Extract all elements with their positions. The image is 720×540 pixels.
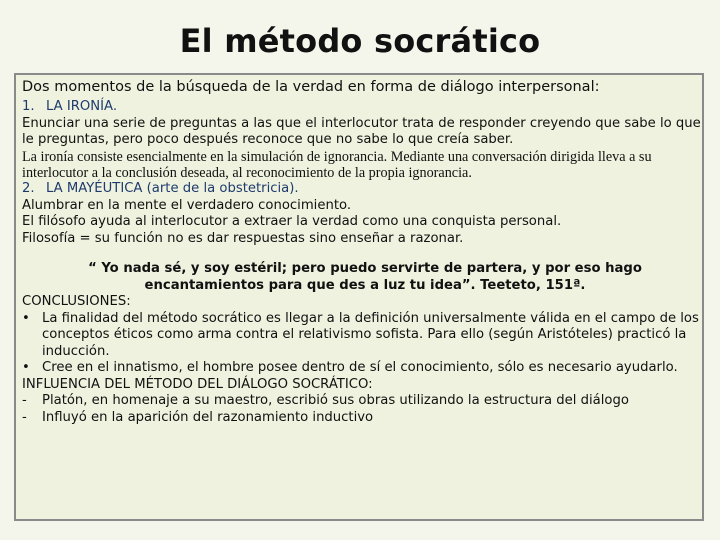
influence-text: Platón, en homenaje a su maestro, escribió sus obras utilizando la estructura del diálogo bbox=[42, 393, 629, 409]
bullet-mark: • bbox=[22, 310, 30, 326]
content-body bbox=[22, 78, 708, 426]
section-title: LA IRONÍA. bbox=[46, 99, 118, 114]
influence-text: Influyó en la aparición del razonamiento inductivo bbox=[42, 409, 374, 425]
maieutics-line: Alumbrar en la mente el verdadero conocimiento. bbox=[22, 197, 352, 213]
slide-title: El método socrático bbox=[179, 22, 541, 60]
section-number: 2. bbox=[22, 181, 35, 197]
dash-mark: - bbox=[22, 409, 27, 425]
intro-text: Dos momentos de la búsqueda de la verdad en forma de diálogo interpersonal: bbox=[22, 79, 600, 95]
dash-mark: - bbox=[22, 393, 27, 409]
maieutics-line: Filosofía = su función no es dar respuestas sino enseñar a razonar. bbox=[22, 230, 464, 246]
section-title: LA MAYÉUTICA (arte de la obstetricia). bbox=[46, 181, 299, 197]
socrates-quote: “ Yo nada sé, y soy estéril; pero puedo servirte de partera, y por eso hago encantamientos para que des a luz tu idea”. Teeteto, 151ª. bbox=[88, 261, 642, 293]
section-heading-irony bbox=[22, 99, 708, 116]
conclusion-item bbox=[22, 311, 708, 361]
section-number: 1. bbox=[22, 99, 35, 114]
conclusion-text: Cree en el innatismo, el hombre posee dentro de sí el conocimiento, sólo es necesario ayudarlo. bbox=[42, 360, 678, 376]
bullet-mark: • bbox=[22, 360, 30, 376]
influence-item bbox=[22, 410, 708, 427]
irony-explanation: La ironía consiste esencialmente en la simulación de ignorancia. Mediante una conversación dirigida lleva a su interlocutor a la conclusión deseada, al reconocimiento de la propia ignorancia. bbox=[22, 148, 652, 181]
influence-heading: INFLUENCIA DEL MÉTODO DEL DIÁLOGO SOCRÁTICO: bbox=[22, 376, 373, 392]
irony-description: Enunciar una serie de preguntas a las que el interlocutor trata de responder creyendo que sabe lo que le preguntas, pero poco después reconoce que no sabe lo que creía saber. bbox=[22, 115, 701, 147]
section-heading-maieutics bbox=[22, 181, 708, 198]
conclusion-item bbox=[22, 360, 708, 377]
influence-item bbox=[22, 393, 708, 410]
maieutics-line: El filósofo ayuda al interlocutor a extraer la verdad como una conquista personal. bbox=[22, 214, 562, 230]
conclusions-heading: CONCLUSIONES: bbox=[22, 294, 131, 310]
conclusion-text: La finalidad del método socrático es llegar a la definición universalmente válida en el campo de los conceptos éticos como arma contra el relativismo sofista. Para ello (según Aristóteles) practicó la inducción. bbox=[42, 310, 699, 359]
